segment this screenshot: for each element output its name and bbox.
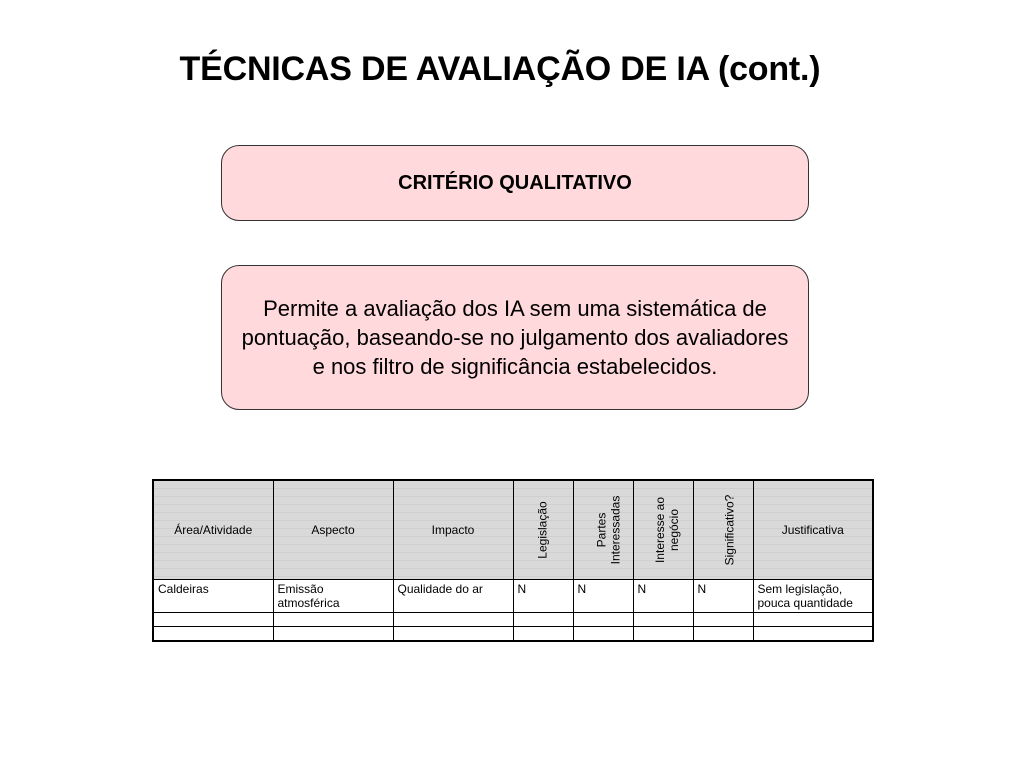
cell-justificativa: Sem legislação, pouca quantidade: [753, 580, 873, 613]
cell-interesse: N: [633, 580, 693, 613]
description-text: Permite a avaliação dos IA sem uma sistemática de pontuação, baseando-se no julgamento dos avaliadores e nos filtro de significância estabelecidos.: [241, 296, 789, 379]
cell-partes: N: [573, 580, 633, 613]
header-area: Área/Atividade: [153, 480, 273, 580]
cell-area: Caldeiras: [153, 580, 273, 613]
page-title: TÉCNICAS DE AVALIAÇÃO DE IA (cont.): [179, 50, 821, 88]
cell-legislacao: N: [513, 580, 573, 613]
table-row: [153, 613, 873, 627]
criterion-box: [221, 145, 809, 221]
table-row: [153, 627, 873, 642]
table-row: [153, 580, 873, 613]
evaluation-table: [152, 479, 874, 642]
cell-impacto: Qualidade do ar: [393, 580, 513, 613]
header-justificativa: Justificativa: [753, 480, 873, 580]
criterion-label: CRITÉRIO QUALITATIVO: [398, 171, 632, 194]
header-partes: Partes Interessadas: [573, 480, 633, 580]
description-box: [221, 265, 809, 410]
header-aspecto: Aspecto: [273, 480, 393, 580]
table-header-row: [153, 480, 873, 580]
cell-aspecto: Emissão atmosférica: [273, 580, 393, 613]
header-interesse: Interesse ao negócio: [633, 480, 693, 580]
header-impacto: Impacto: [393, 480, 513, 580]
header-significativo: Significativo?: [693, 480, 753, 580]
cell-significativo: N: [693, 580, 753, 613]
header-legislacao: Legislação: [513, 480, 573, 580]
